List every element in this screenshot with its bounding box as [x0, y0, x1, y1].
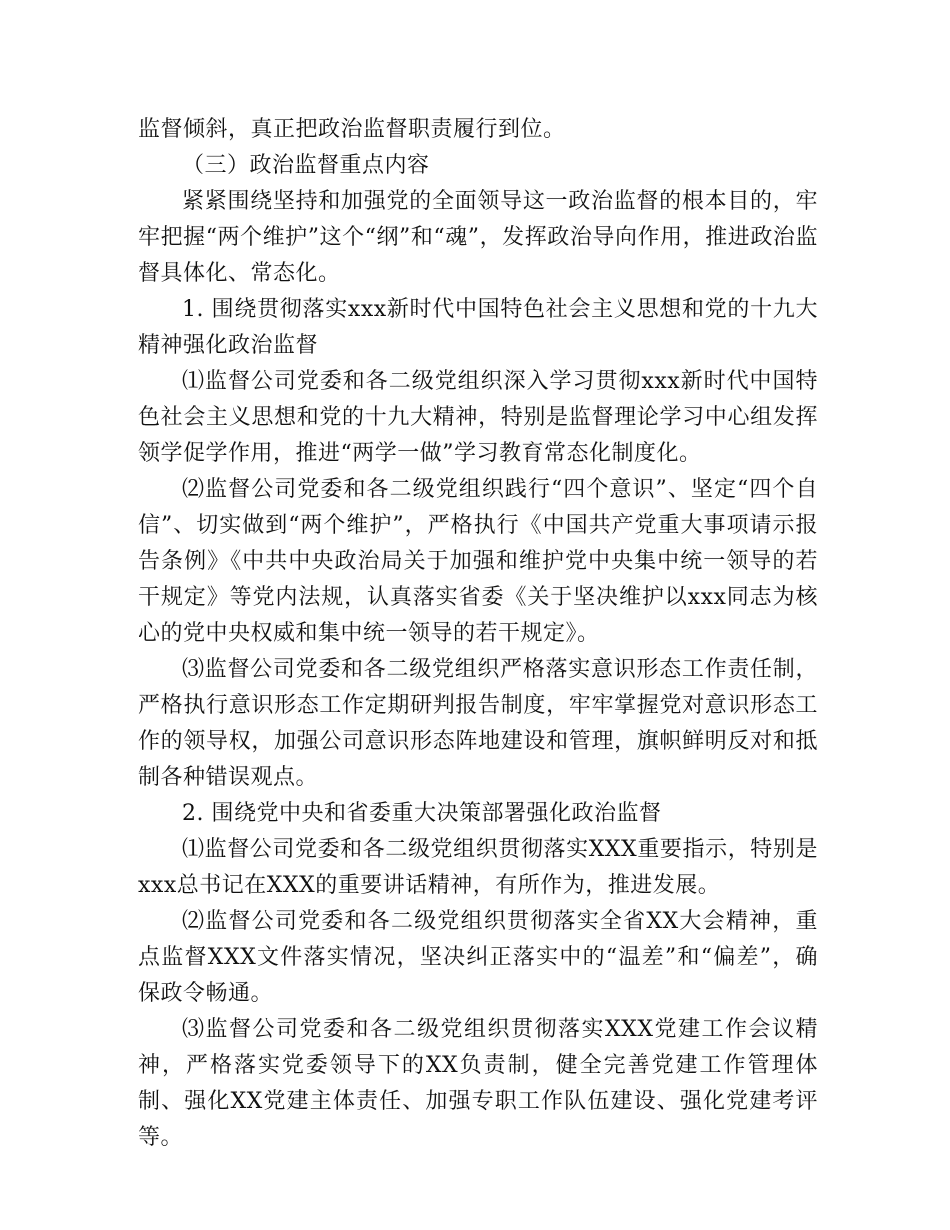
- subheading-1: 1. 围绕贯彻落实xxx新时代中国特色社会主义思想和党的十九大精神强化政治监督: [138, 297, 818, 358]
- list-item-2-3: ⑶监督公司党委和各二级党组织贯彻落实XXX党建工作会议精神，严格落实党委领导下的XX负责制，健全完善党建工作管理体制、强化XX党建主体责任、加强专职工作队伍建设、强化党建考评等。: [138, 1017, 818, 1150]
- list-item-1-2: ⑵监督公司党委和各二级党组织践行“四个意识”、坚定“四个自信”、切实做到“两个维护”，严格执行《中国共产党重大事项请示报告条例》《中共中央政治局关于加强和维护党中央集中统一领导的若干规定》等党内法规，认真落实省委《关于坚决维护以xxx同志为核心的党中央权威和集中统一领导的若干规定》。: [138, 477, 818, 646]
- subheading-2: 2. 围绕党中央和省委重大决策部署强化政治监督: [182, 801, 662, 826]
- section-heading-3: （三）政治监督重点内容: [182, 153, 430, 178]
- paragraph-continuation: 监督倾斜，真正把政治监督职责履行到位。: [138, 117, 566, 142]
- list-item-2-2: ⑵监督公司党委和各二级党组织贯彻落实全省XX大会精神，重点监督XXX文件落实情况，坚决纠正落实中的“温差”和“偏差”，确保政令畅通。: [138, 909, 818, 1006]
- document-page: [138, 112, 818, 1156]
- list-item-1-1: ⑴监督公司党委和各二级党组织深入学习贯彻xxx新时代中国特色社会主义思想和党的十九大精神，特别是监督理论学习中心组发挥领学促学作用，推进“两学一做”学习教育常态化制度化。: [138, 369, 818, 466]
- paragraph-intro: 紧紧围绕坚持和加强党的全面领导这一政治监督的根本目的，牢牢把握“两个维护”这个“纲”和“魂”，发挥政治导向作用，推进政治监督具体化、常态化。: [138, 189, 818, 286]
- list-item-2-1: ⑴监督公司党委和各二级党组织贯彻落实XXX重要指示，特别是xxx总书记在XXX的重要讲话精神，有所作为，推进发展。: [138, 837, 818, 898]
- list-item-1-3: ⑶监督公司党委和各二级党组织严格落实意识形态工作责任制，严格执行意识形态工作定期研判报告制度，牢牢掌握党对意识形态工作的领导权，加强公司意识形态阵地建设和管理，旗帜鲜明反对和抵制各种错误观点。: [138, 657, 818, 790]
